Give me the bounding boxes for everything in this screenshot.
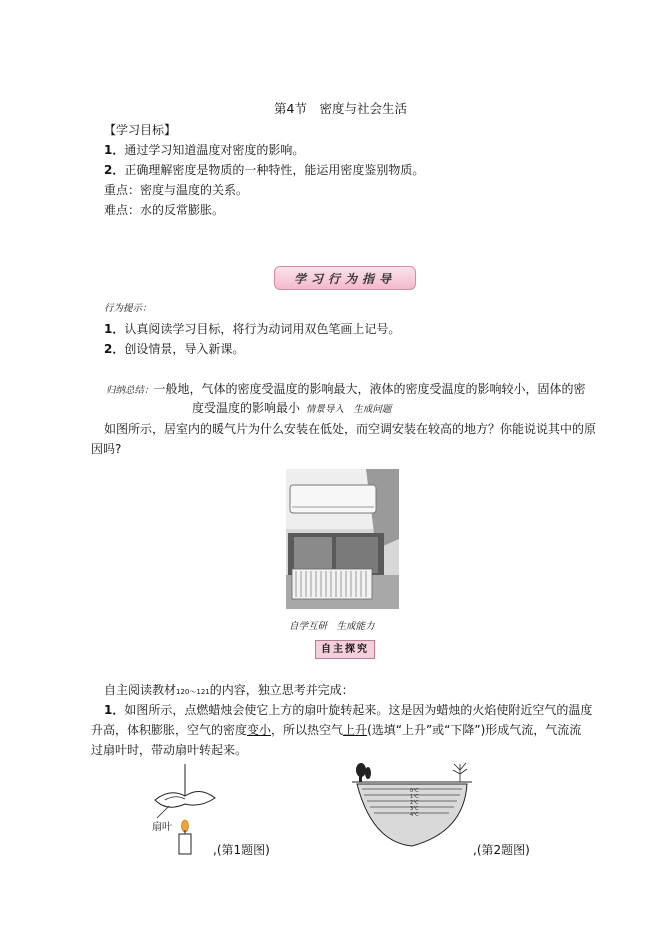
self-study-caption: 自学互研 生成能力 (289, 621, 375, 632)
goal-item-1: 1．通过学习知道温度对密度的影响。 (104, 143, 305, 157)
goals-heading: 【学习目标】 (104, 123, 177, 137)
figure-1-caption: ,(第1题图) (213, 843, 270, 857)
answer-density: 变小 (247, 723, 272, 737)
section-title: 第4节 密度与社会生活 (274, 101, 407, 116)
key-point: 重点：密度与温度的关系。 (104, 183, 249, 197)
reading-instruction: 自主阅读教材120～121的内容，独立思考并完成： (104, 683, 354, 697)
difficulty: 难点：水的反常膨胀。 (104, 203, 225, 217)
intro-line-1: 如图所示，居室内的暖气片为什么安装在低处，而空调安装在较高的地方？你能说说其中的原 (104, 422, 597, 436)
summary-line-1: 归纳总结：一般地，气体的密度受温度的影响最大，液体的密度受温度的影响较小，固体的密 (106, 382, 586, 396)
figure-2-lake (352, 762, 472, 850)
intro-line-2: 因吗? (91, 442, 122, 456)
question-1-line-2: 升高，体积膨胀，空气的密度变小，所以热空气上升(选填“上升”或“下降”)形成气流，气流流 (91, 723, 582, 737)
goal-item-2: 2．正确理解密度是物质的一种特性，能运用密度鉴别物质。 (104, 163, 425, 177)
section-banner: 学习行为指导 (274, 266, 416, 290)
temp-label-0: 0℃ (410, 788, 419, 794)
summary-line-2: 度受温度的影响最小 情景导入 生成问题 (192, 401, 392, 415)
answer-direction: 上升 (343, 723, 368, 737)
temp-label-3: 3℃ (410, 806, 419, 812)
temp-label-2: 2℃ (410, 800, 419, 806)
self-explore-tag: 自主探究 (315, 640, 375, 659)
room-photo-drawing (286, 469, 399, 609)
temp-label-4: 4℃ (410, 812, 419, 818)
behavior-item-2: 2．创设情景，导入新课。 (104, 342, 245, 356)
question-1-line-1: 1．如图所示，点燃蜡烛会使它上方的扇叶旋转起来。这是因为蜡烛的火焰使附近空气的温度 (104, 703, 593, 717)
temp-label-1: 1℃ (410, 794, 419, 800)
figure-2-caption: ,(第2题图) (473, 843, 530, 857)
behavior-item-1: 1．认真阅读学习目标，将行为动词用双色笔画上记号。 (104, 322, 401, 336)
room-photo (286, 469, 399, 609)
behavior-label: 行为提示： (104, 303, 152, 314)
fan-blade-label: 扇叶 (152, 822, 172, 833)
question-1-line-3: 过扇叶时，带动扇叶转起来。 (91, 743, 248, 757)
